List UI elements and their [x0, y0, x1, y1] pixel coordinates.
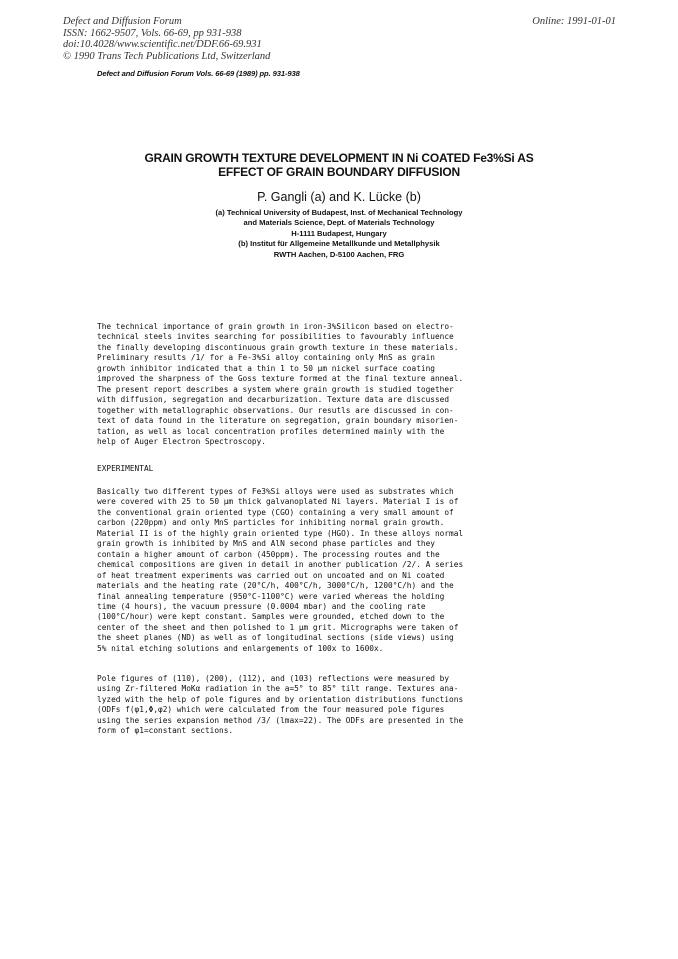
text-line: were covered with 25 to 50 μm thick galvanoplated Ni layers. Material I is of: [97, 497, 459, 507]
text-line: grain growth is inhibited by MnS and AlN second phase particles and they: [97, 539, 435, 549]
text-line: the finally developing discontinuous grain growth texture in these materials.: [97, 342, 459, 352]
text-line: using the series expansion method /3/ (lmax=22). The ODFs are presented in the: [97, 715, 464, 725]
text-line: (ODFs f(φ1,Φ,φ2) which were calculated from the four measured pole figures: [97, 705, 445, 715]
text-line: the conventional grain oriented type (CGO) containing a very small amount of: [97, 507, 454, 517]
text-line: The technical importance of grain growth in iron-3%Silicon based on electro-: [97, 322, 454, 331]
affiliation-line: (a) Technical University of Budapest, Inst. of Mechanical Technology: [215, 208, 463, 217]
text-line: help of Auger Electron Spectroscopy.: [97, 436, 266, 446]
text-line: time (4 hours), the vacuum pressure (0.0004 mbar) and the cooling rate: [97, 601, 426, 611]
text-line: 5% nital etching solutions and enlargements of 100x to 1600x.: [97, 643, 384, 653]
text-line: text of data found in the literature on segregation, grain boundary misorien-: [97, 416, 459, 426]
text-line: Preliminary results /1/ for a Fe-3%Si alloy containing only MnS as grain: [97, 353, 435, 363]
title-line: EFFECT OF GRAIN BOUNDARY DIFFUSION: [218, 164, 460, 179]
journal-name: Defect and Diffusion Forum: [63, 16, 182, 27]
authors: P. Gangli (a) and K. Lücke (b): [257, 190, 421, 204]
text-line: (100°C/hour) were kept constant. Samples were grounded, etched down to the: [97, 612, 445, 622]
affiliation-line: (b) Institut für Allgemeine Metallkunde und Metallphysik: [238, 239, 440, 249]
text-line: contain a higher amount of carbon (450ppm). The processing routes and the: [97, 549, 440, 559]
text-line: center of the sheet and then polished to 1 μm grit. Micrographs were taken of: [97, 622, 459, 632]
copyright-line: © 1990 Trans Tech Publications Ltd, Switzerland: [63, 50, 271, 62]
text-line: of heat treatment experiments was carried out on uncoated and on Ni coated: [97, 570, 445, 580]
text-line: form of φ1=constant sections.: [97, 726, 234, 736]
text-line: lyzed with the help of pole figures and by orientation distributions functions: [97, 694, 464, 704]
text-line: Basically two different types of Fe3%Si alloys were used as substrates which: [97, 487, 454, 496]
text-line: using Zr-filtered MoKα radiation in the a=5° to 85° tilt range. Textures ana-: [97, 684, 459, 694]
text-line: together with metallographic observations. Our resutls are discussed in con-: [97, 405, 454, 415]
title-line: GRAIN GROWTH TEXTURE DEVELOPMENT IN Ni COATED Fe3%Si AS: [144, 151, 534, 165]
paper-title: [70, 152, 608, 179]
text-line: final annealing temperature (950°C-1100°C) were varied whereas the holding: [97, 591, 445, 601]
text-line: materials and the heating rate (20°C/h, 400°C/h, 3000°C/h, 1200°C/h) and the: [97, 581, 454, 591]
text-line: Pole figures of (110), (200), (112), and (103) reflections were measured by: [97, 674, 450, 683]
text-line: carbon (220ppm) and only MnS particles for inhibiting normal grain growth.: [97, 518, 445, 528]
section-heading-text: EXPERIMENTAL: [97, 464, 154, 473]
text-line: technical steels invites searching for possibilities to favourably influence: [97, 332, 454, 342]
text-line: the sheet planes (ND) as well as of longitudinal sections (side views) using: [97, 633, 454, 643]
affiliation-line: H-1111 Budapest, Hungary: [291, 228, 387, 238]
text-line: with diffusion, segregation and decarburization. Texture data are discussed: [97, 395, 450, 405]
text-line: tation, as well as local concentration profiles determined mainly with the: [97, 426, 445, 436]
doi-line: doi:10.4028/www.scientific.net/DDF.66-69.931: [63, 39, 262, 51]
online-date: Online: 1991-01-01: [532, 16, 616, 27]
introduction-paragraph: [97, 322, 537, 447]
citation-line: Defect and Diffusion Forum Vols. 66-69 (1989) pp. 931-938: [97, 69, 300, 78]
text-line: The present report describes a system where grain growth is studied together: [97, 384, 454, 394]
journal-header: [63, 16, 270, 62]
affiliation-line: RWTH Aachen, D-5100 Aachen, FRG: [273, 249, 405, 259]
affiliation-line: and Materials Science, Dept. of Materials Technology: [243, 218, 435, 228]
text-line: chemical compositions are given in detail in another publication /2/. A series: [97, 560, 464, 570]
section-heading: [97, 464, 537, 474]
issn-line: ISSN: 1662-9507, Vols. 66-69, pp 931-938: [63, 27, 242, 39]
pole-figures-paragraph: [97, 674, 537, 737]
experimental-paragraph: [97, 487, 537, 654]
text-line: growth inhibitor indicated that a thin 1 to 50 μm nickel surface coating: [97, 363, 435, 373]
text-line: improved the sharpness of the Goss texture formed at the final texture anneal.: [97, 374, 464, 384]
text-line: Material II is of the highly grain oriented type (HGO). In these alloys normal: [97, 528, 464, 538]
affiliations: [70, 208, 608, 260]
